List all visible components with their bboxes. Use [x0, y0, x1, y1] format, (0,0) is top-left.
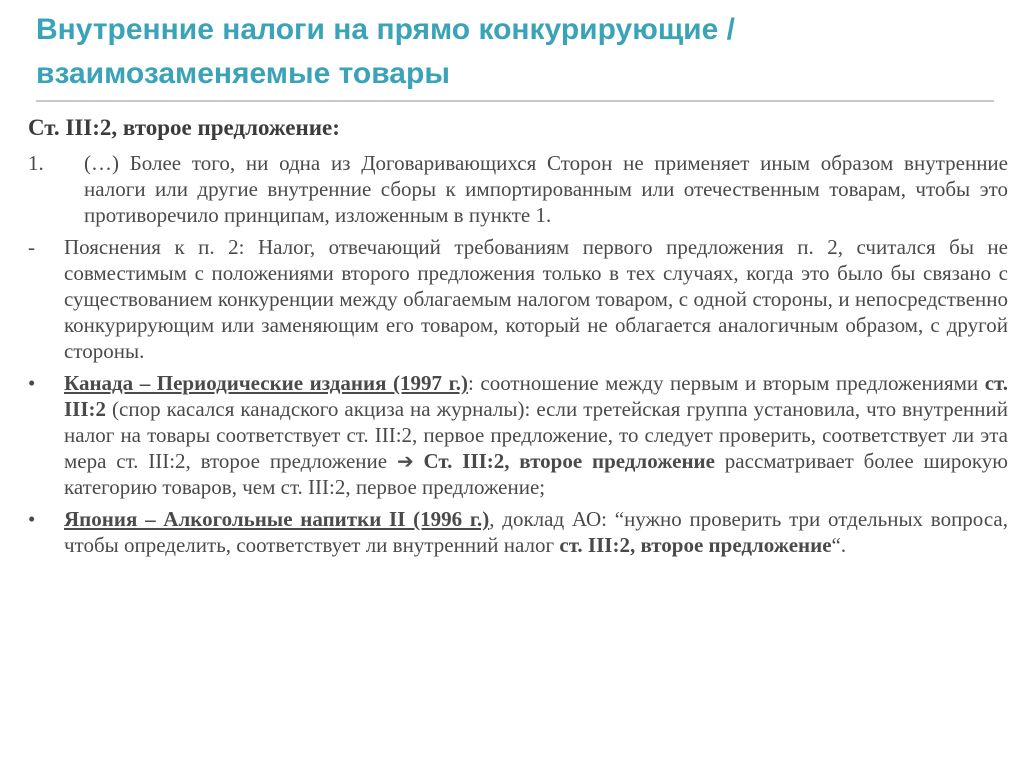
slide-content [28, 112, 1008, 564]
arrow-right-icon: ➔ [396, 449, 414, 473]
subheading: Ст. III:2, второе предложение: [28, 115, 340, 140]
list-marker-bullet: • [28, 371, 36, 395]
explanation-text: Пояснения к п. 2: Налог, отвечающий требованиям первого предложения п. 2, считался бы не совместимым с положениями второго предложения только в тех случаях, когда это было бы связано с существованием конкуренции между облагаемым налогом товаром, с одной стороны, и непосредственно конкурирующим или заменяющим его товаром, который не облагается аналогичным образом, с другой стороны. [64, 235, 1008, 363]
list-marker-bullet: • [28, 507, 36, 531]
japan-case-text: Япония – Алкогольные напитки II (1996 г.), доклад АО: “нужно проверить три отдельных вопроса, чтобы определить, соответствует ли внутренний налог ст. III:2, второе предложение“. [64, 507, 1008, 557]
list-marker-dash: - [28, 235, 35, 259]
case-title-japan: Япония – Алкогольные напитки II (1996 г.) [64, 507, 490, 531]
list-item-canada-case [28, 370, 1008, 500]
slide-title [36, 8, 996, 96]
list-item-treaty-text [28, 150, 1008, 228]
list-marker-number: 1. [28, 151, 44, 175]
canada-case-text: Канада – Периодические издания (1997 г.): соотношение между первым и вторым предложениями ст. III:2 (спор касался канадского акциза на журналы): если третейская группа установила, что внутренний налог на товары соответствует ст. III:2, первое предложение, то следует проверить, соответствует ли эта мера ст. III:2, второе предложение ➔ Ст. III:2, второе предложение рассматривает более широкую категорию товаров, чем ст. III:2, первое предложение; [64, 371, 1008, 499]
case-title-canada: Канада – Периодические издания (1997 г.) [64, 371, 468, 395]
treaty-text: (…) Более того, ни одна из Договаривающихся Сторон не применяет иным образом внутренние налоги или другие внутренние сборы к импортированным или отечественным товарам, чтобы это противоречило принципам, изложенным в пункте 1. [84, 151, 1008, 227]
list-item-explanation [28, 234, 1008, 364]
title-divider [36, 100, 994, 102]
list-item-japan-case [28, 506, 1008, 558]
slide-title-line-1: Внутренние налоги на прямо конкурирующие / [36, 13, 735, 46]
slide-title-line-2: взаимозаменяемые товары [36, 57, 450, 90]
